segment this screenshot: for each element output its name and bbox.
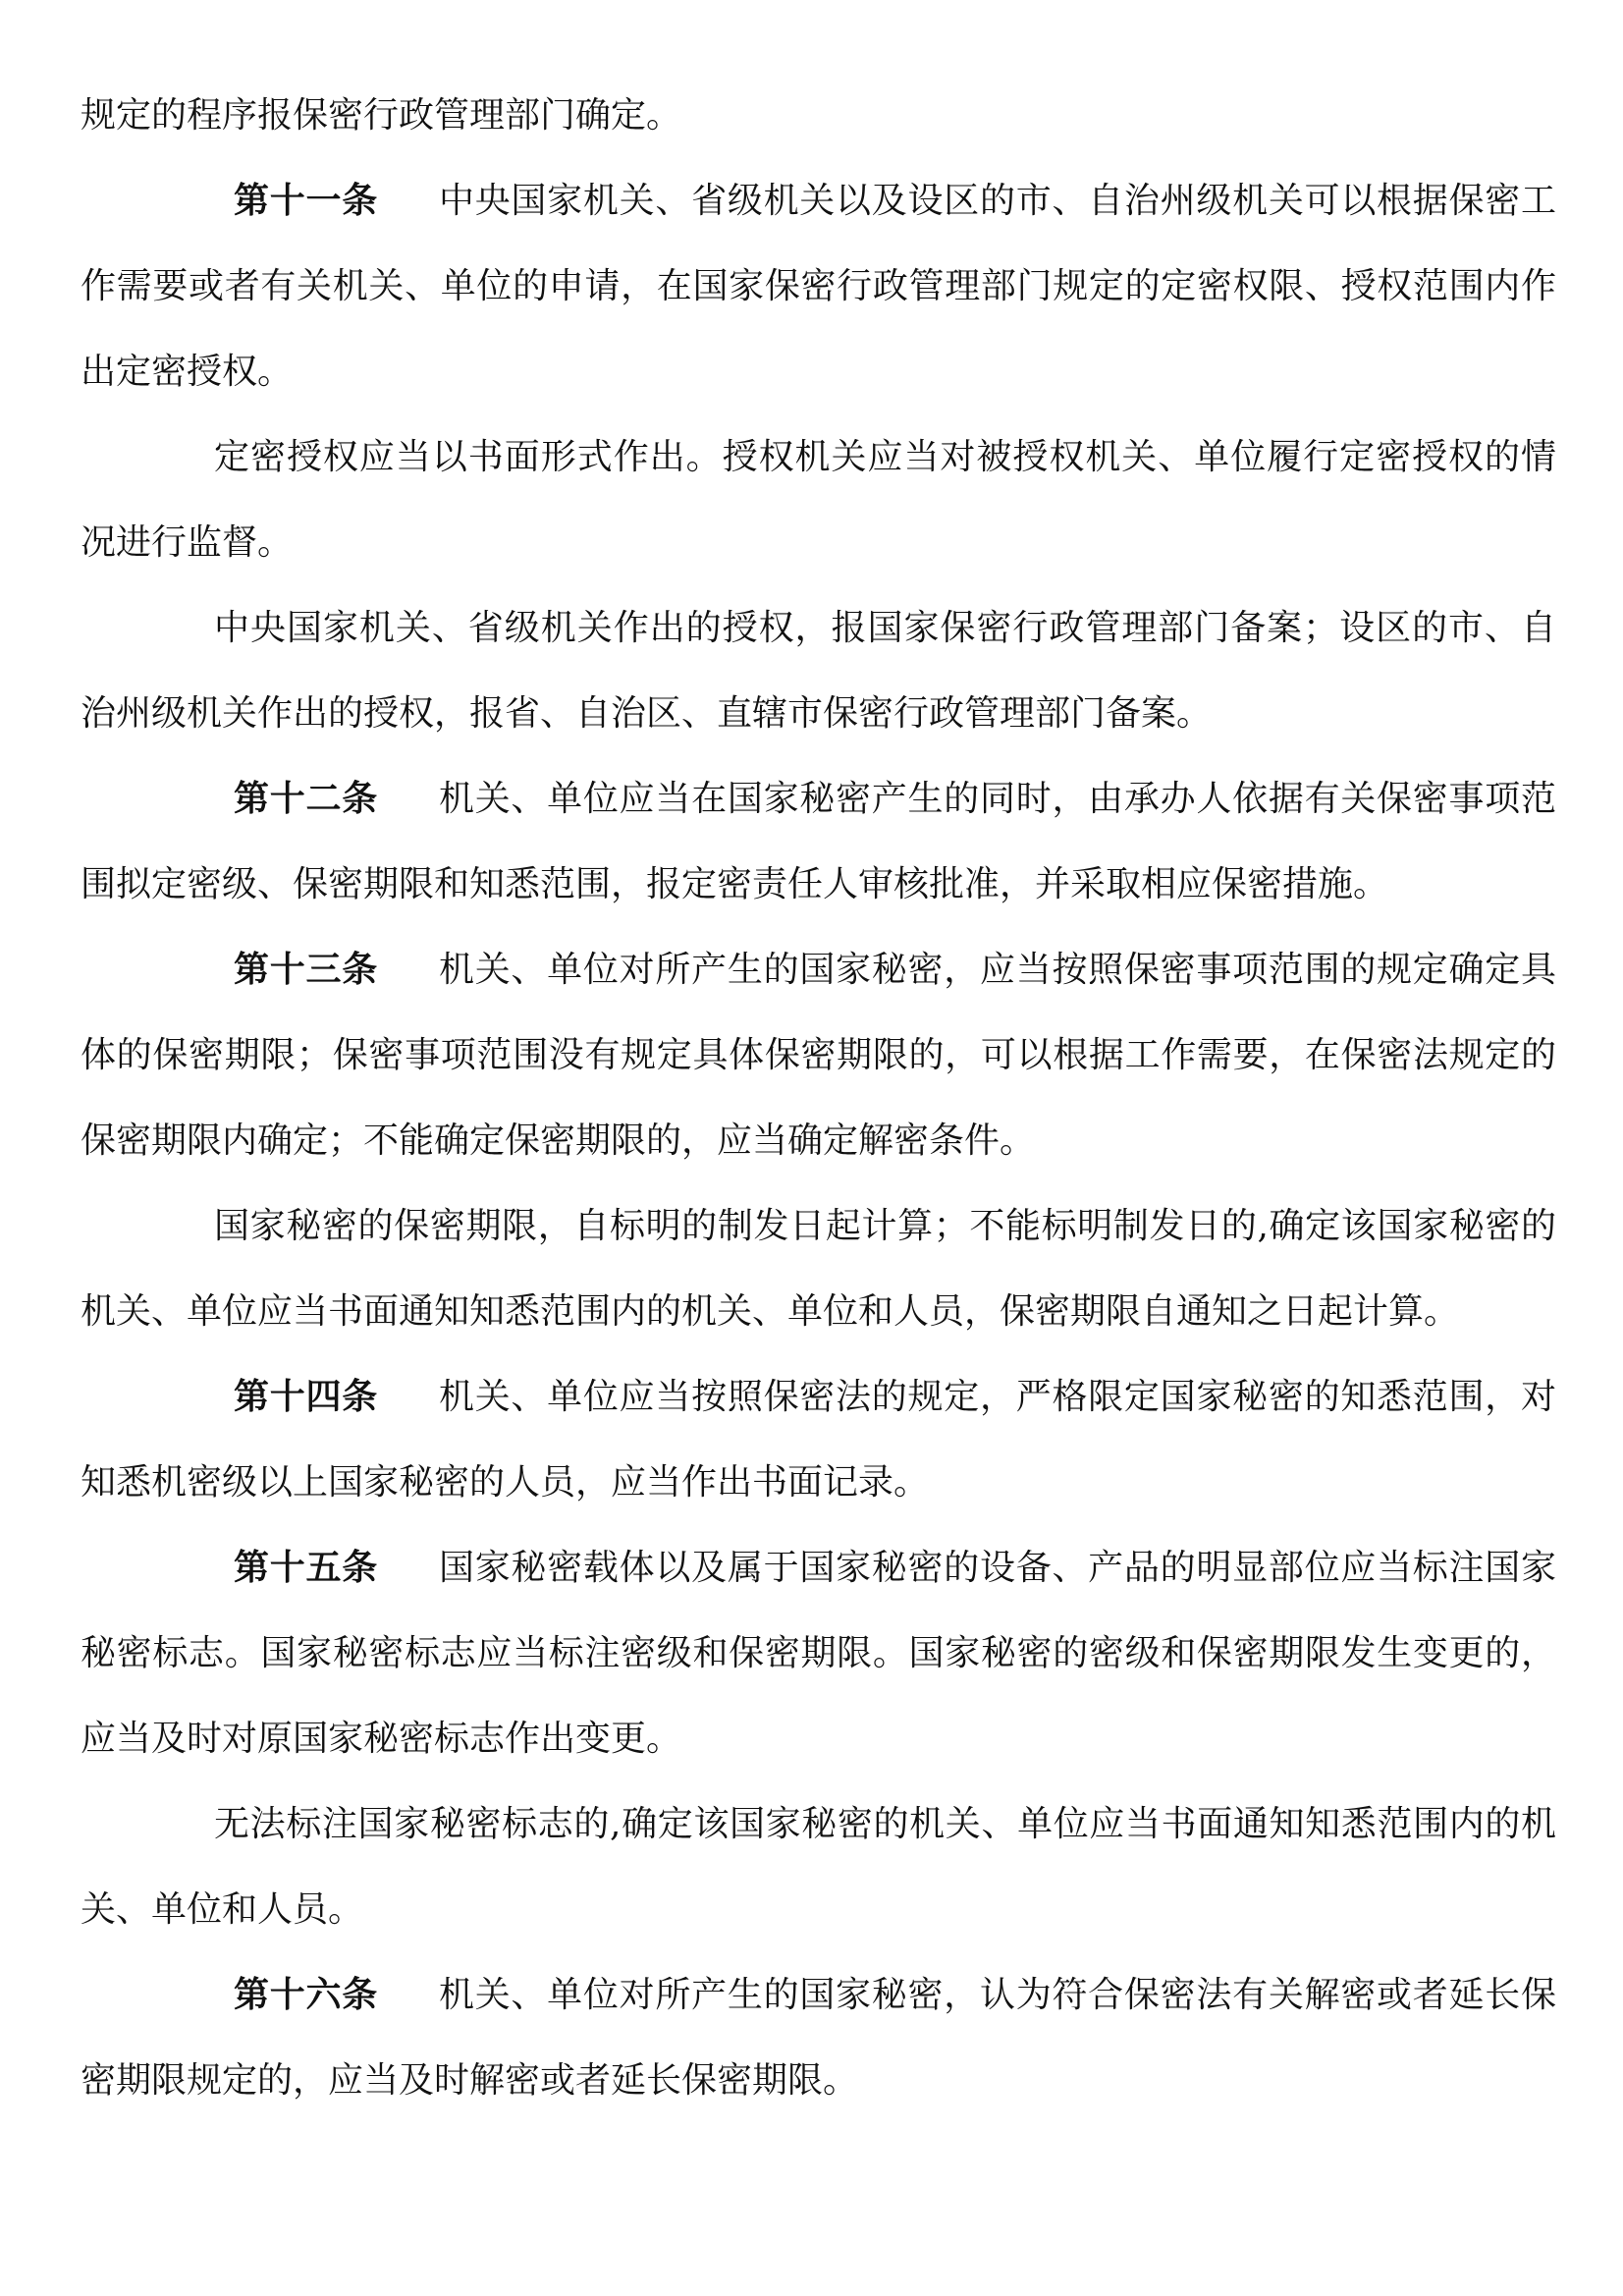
paragraph-text: 中央国家机关、省级机关以及设区的市、自治州级机关可以根据保密工作需要或者有关机关、单位的申请，在国家保密行政管理部门规定的定密权限、授权范围内作出定密授权。 [81,181,1556,392]
paragraph-text: 机关、单位对所产生的国家秘密，认为符合保密法有关解密或者延长保密期限规定的，应当及时解密或者延长保密期限。 [81,1975,1556,2101]
paragraph-plain [81,414,1556,585]
paragraph-text: 机关、单位应当按照保密法的规定，严格限定国家秘密的知悉范围，对知悉机密级以上国家秘密的人员，应当作出书面记录。 [81,1377,1556,1503]
article-13 [81,927,1556,1183]
article-16 [81,1952,1556,2123]
paragraph-text: 中央国家机关、省级机关作出的授权，报国家保密行政管理部门备案；设区的市、自治州级机关作出的授权，报省、自治区、直辖市保密行政管理部门备案。 [81,608,1556,734]
paragraph-plain [81,1183,1556,1354]
paragraph-plain [81,1781,1556,1952]
paragraph-text: 规定的程序报保密行政管理部门确定。 [81,95,682,136]
article-number: 第十六条 [234,1975,378,2015]
article-14 [81,1354,1556,1525]
paragraph-text: 机关、单位对所产生的国家秘密，应当按照保密事项范围的规定确定具体的保密期限；保密事项范围没有规定具体保密期限的，可以根据工作需要，在保密法规定的保密期限内确定；不能确定保密期限的，应当确定解密条件。 [81,950,1556,1161]
article-12 [81,756,1556,927]
paragraph-text: 国家秘密的保密期限，自标明的制发日起计算；不能标明制发日的,确定该国家秘密的机关、单位应当书面通知知悉范围内的机关、单位和人员，保密期限自通知之日起计算。 [81,1206,1556,1332]
article-number: 第十一条 [234,181,378,221]
article-number: 第十三条 [234,950,378,990]
paragraph-text: 定密授权应当以书面形式作出。授权机关应当对被授权机关、单位履行定密授权的情况进行监督。 [81,437,1556,563]
article-number: 第十四条 [234,1377,378,1417]
article-number: 第十五条 [234,1548,378,1588]
article-15 [81,1525,1556,1781]
paragraph-continuation [81,73,1556,158]
paragraph-plain [81,585,1556,756]
article-11 [81,158,1556,414]
article-number: 第十二条 [234,779,378,819]
paragraph-text: 机关、单位应当在国家秘密产生的同时，由承办人依据有关保密事项范围拟定密级、保密期限和知悉范围，报定密责任人审核批准，并采取相应保密措施。 [81,779,1556,904]
paragraph-text: 无法标注国家秘密标志的,确定该国家秘密的机关、单位应当书面通知知悉范围内的机关、单位和人员。 [81,1804,1556,1930]
paragraph-text: 国家秘密载体以及属于国家秘密的设备、产品的明显部位应当标注国家秘密标志。国家秘密标志应当标注密级和保密期限。国家秘密的密级和保密期限发生变更的，应当及时对原国家秘密标志作出变更。 [81,1548,1556,1759]
